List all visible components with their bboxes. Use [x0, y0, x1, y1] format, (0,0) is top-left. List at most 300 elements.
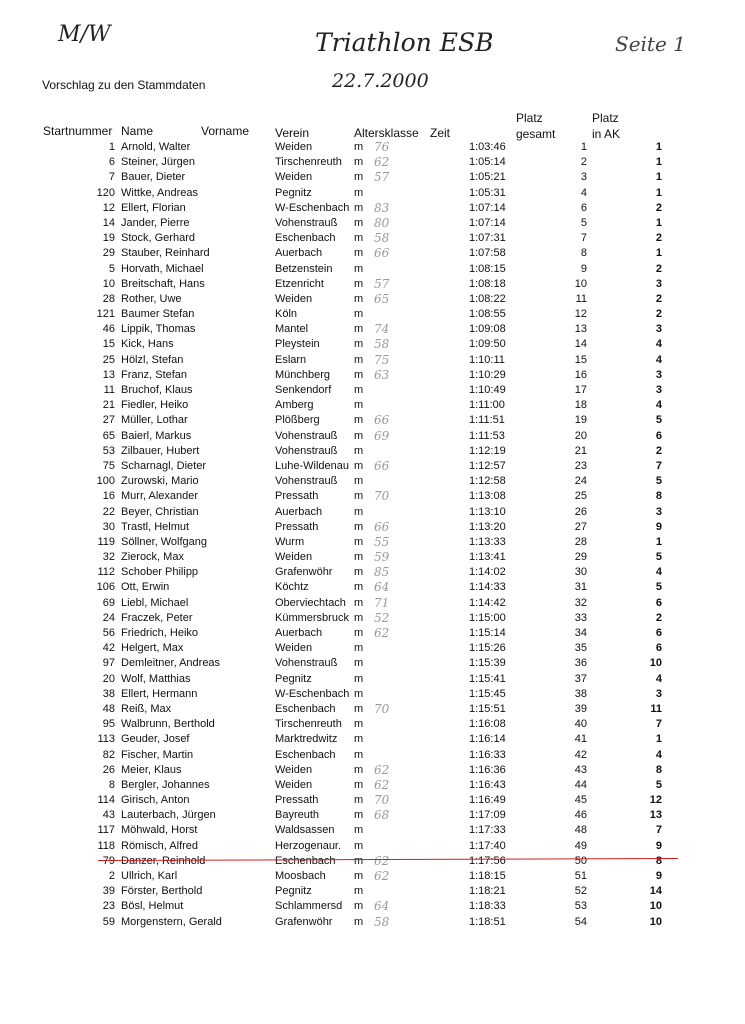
platz-ak-cell: 9 — [655, 839, 662, 852]
platz-ak-cell: 2 — [655, 201, 662, 214]
platz-gesamt-cell: 44 — [574, 778, 587, 791]
header-platz-ak: Platz in AK — [592, 111, 621, 141]
altersklasse-cell: m — [354, 520, 364, 533]
altersklasse-cell: m — [354, 216, 364, 229]
altersklasse-cell: m — [354, 429, 364, 442]
platz-gesamt-cell: 38 — [574, 687, 587, 700]
startnummer-cell: 8 — [108, 778, 115, 791]
header-name: Name — [121, 124, 154, 138]
platz-gesamt-cell: 19 — [574, 414, 587, 427]
altersklasse-cell: m — [354, 627, 364, 639]
platz-gesamt-cell: 8 — [580, 247, 587, 260]
altersklasse-cell: m — [354, 824, 364, 837]
startnummer-cell: 23 — [102, 900, 115, 913]
header-startnummer: Startnummer — [43, 124, 113, 138]
verein-cell: Pressath — [275, 520, 319, 533]
zeit-cell: 1:07:31 — [469, 232, 506, 245]
platz-ak-cell: 6 — [655, 642, 662, 655]
table-row — [0, 398, 745, 413]
platz-ak-cell: 5 — [655, 551, 662, 564]
name-cell: Söllner, Wolfgang — [121, 535, 208, 548]
document-subtitle: Vorschlag zu den Stammdaten — [42, 78, 206, 92]
zeit-cell: 1:13:10 — [469, 505, 506, 518]
handwritten-page-number: Seite 1 — [615, 32, 686, 56]
platz-ak-cell: 2 — [655, 444, 662, 457]
name-cell: Breitschaft, Hans — [121, 277, 205, 290]
zeit-cell: 1:08:18 — [469, 277, 506, 290]
altersklasse-cell: m — [354, 535, 364, 548]
platz-ak-cell: 1 — [655, 247, 662, 260]
table-row — [0, 839, 745, 854]
table-row — [0, 307, 745, 322]
table-row — [0, 459, 745, 474]
startnummer-cell: 1 — [108, 141, 115, 153]
verein-cell: Grafenwöhr — [275, 915, 333, 928]
zeit-cell: 1:07:14 — [469, 201, 506, 214]
table-row — [0, 763, 745, 778]
verein-cell: Schlammersd — [275, 900, 343, 913]
zeit-cell: 1:12:58 — [469, 475, 506, 488]
platz-ak-cell: 2 — [655, 308, 662, 321]
table-row — [0, 687, 745, 702]
platz-ak-cell: 4 — [655, 566, 662, 579]
zeit-cell: 1:11:51 — [469, 414, 505, 427]
platz-ak-cell: 3 — [655, 368, 662, 381]
startnummer-cell: 39 — [102, 885, 115, 898]
name-cell: Stauber, Reinhard — [121, 247, 210, 260]
startnummer-cell: 24 — [102, 611, 115, 624]
platz-ak-cell: 2 — [655, 232, 662, 245]
altersklasse-cell: m — [354, 277, 364, 290]
platz-ak-cell: 10 — [649, 900, 662, 913]
name-cell: Walbrunn, Berthold — [121, 718, 215, 731]
table-row — [0, 702, 745, 717]
name-cell: Beyer, Christian — [121, 505, 199, 518]
altersklasse-cell: m — [354, 368, 364, 381]
handwritten-age-note: 83 — [374, 200, 390, 215]
altersklasse-cell: m — [354, 870, 364, 882]
platz-ak-cell: 3 — [655, 384, 662, 396]
platz-gesamt-cell: 40 — [574, 718, 587, 731]
name-cell: Ellert, Hermann — [121, 687, 198, 700]
table-row — [0, 489, 745, 504]
platz-gesamt-cell: 12 — [574, 308, 587, 321]
altersklasse-cell: m — [354, 839, 364, 852]
zeit-cell: 1:08:22 — [469, 292, 506, 305]
handwritten-age-note: 52 — [374, 610, 390, 625]
handwritten-age-note: 57 — [374, 276, 390, 291]
zeit-cell: 1:07:14 — [469, 216, 506, 229]
name-cell: Ellert, Florian — [121, 201, 186, 214]
platz-ak-cell: 3 — [655, 277, 662, 290]
startnummer-cell: 7 — [108, 171, 115, 184]
table-row — [0, 337, 745, 352]
verein-cell: W-Eschenbach — [275, 201, 350, 214]
table-row — [0, 368, 745, 383]
startnummer-cell: 20 — [102, 672, 115, 685]
platz-gesamt-cell: 13 — [574, 323, 587, 336]
table-row — [0, 672, 745, 687]
startnummer-cell: 21 — [102, 399, 115, 412]
table-row — [0, 155, 745, 170]
platz-gesamt-cell: 30 — [574, 566, 587, 579]
startnummer-cell: 114 — [97, 794, 115, 807]
verein-cell: Eslarn — [275, 353, 307, 366]
altersklasse-cell: m — [354, 323, 364, 336]
startnummer-cell: 19 — [102, 232, 115, 245]
altersklasse-cell: m — [354, 308, 364, 321]
verein-cell: Moosbach — [275, 870, 326, 882]
altersklasse-cell: m — [354, 338, 364, 351]
startnummer-cell: 28 — [102, 292, 115, 305]
platz-ak-cell: 3 — [655, 323, 662, 336]
name-cell: Bruchof, Klaus — [121, 384, 193, 396]
startnummer-cell: 53 — [102, 444, 115, 457]
altersklasse-cell: m — [354, 186, 364, 199]
verein-cell: Auerbach — [275, 247, 323, 260]
platz-gesamt-cell: 41 — [574, 733, 587, 746]
handwritten-title: Triathlon ESB — [315, 28, 494, 57]
platz-ak-cell: 1 — [655, 171, 662, 184]
zeit-cell: 1:09:08 — [469, 323, 506, 336]
zeit-cell: 1:16:36 — [469, 763, 506, 776]
zeit-cell: 1:13:33 — [469, 535, 506, 548]
startnummer-cell: 2 — [108, 870, 115, 882]
platz-gesamt-cell: 49 — [574, 839, 587, 852]
handwritten-age-note: 55 — [374, 534, 390, 549]
verein-cell: Amberg — [275, 399, 314, 412]
table-row — [0, 140, 745, 155]
table-row — [0, 170, 745, 185]
handwritten-age-note: 58 — [374, 231, 390, 246]
platz-ak-cell: 8 — [655, 490, 662, 503]
header-altersklasse: Altersklasse — [354, 126, 419, 140]
handwritten-age-note: 62 — [374, 626, 390, 640]
handwritten-age-note: 66 — [374, 458, 390, 473]
startnummer-cell: 56 — [102, 627, 115, 639]
table-row — [0, 869, 745, 884]
zeit-cell: 1:13:08 — [469, 490, 506, 503]
verein-cell: Kümmersbruck — [275, 611, 349, 624]
name-cell: Stock, Gerhard — [121, 232, 195, 245]
startnummer-cell: 46 — [102, 323, 115, 336]
altersklasse-cell: m — [354, 353, 364, 366]
altersklasse-cell: m — [354, 885, 364, 898]
verein-cell: Köchtz — [275, 581, 309, 594]
zeit-cell: 1:08:55 — [469, 308, 506, 321]
startnummer-cell: 13 — [102, 368, 115, 381]
handwritten-age-note: 64 — [374, 899, 390, 914]
handwritten-age-note: 74 — [374, 322, 390, 337]
verein-cell: Oberviechtach — [275, 596, 346, 609]
name-cell: Trastl, Helmut — [121, 520, 190, 533]
startnummer-cell: 65 — [102, 429, 115, 442]
platz-ak-cell: 1 — [655, 141, 662, 153]
startnummer-cell: 97 — [102, 657, 115, 670]
startnummer-cell: 38 — [102, 687, 115, 700]
zeit-cell: 1:17:33 — [469, 824, 506, 837]
verein-cell: Wurm — [275, 535, 305, 548]
table-row — [0, 383, 745, 398]
handwritten-age-note: 71 — [374, 595, 390, 610]
table-row — [0, 277, 745, 292]
name-cell: Förster, Berthold — [121, 885, 203, 898]
platz-ak-cell: 2 — [655, 262, 662, 275]
zeit-cell: 1:08:15 — [469, 262, 506, 275]
zeit-cell: 1:15:00 — [469, 611, 506, 624]
handwritten-age-note: 57 — [374, 170, 390, 185]
platz-ak-cell: 6 — [655, 429, 662, 442]
table-row — [0, 717, 745, 732]
handwritten-age-note: 62 — [374, 777, 390, 792]
startnummer-cell: 22 — [102, 505, 115, 518]
zeit-cell: 1:14:02 — [469, 566, 506, 579]
verein-cell: Auerbach — [275, 505, 323, 518]
startnummer-cell: 120 — [96, 186, 115, 199]
platz-gesamt-cell: 15 — [574, 353, 587, 366]
altersklasse-cell: m — [354, 505, 364, 518]
startnummer-cell: 5 — [108, 262, 115, 275]
table-row — [0, 262, 745, 277]
zeit-cell: 1:15:39 — [469, 657, 506, 670]
name-cell: Schober Philipp — [121, 566, 199, 579]
startnummer-cell: 26 — [102, 763, 115, 776]
altersklasse-cell: m — [354, 156, 364, 169]
platz-ak-cell: 6 — [655, 596, 662, 609]
platz-ak-cell: 4 — [655, 748, 662, 761]
table-row — [0, 732, 745, 747]
zeit-cell: 1:13:20 — [469, 520, 506, 533]
verein-cell: Vohenstrauß — [275, 657, 338, 670]
zeit-cell: 1:17:40 — [469, 839, 506, 852]
name-cell: Römisch, Alfred — [121, 839, 199, 852]
altersklasse-cell: m — [354, 262, 364, 275]
platz-gesamt-cell: 11 — [575, 292, 587, 305]
altersklasse-cell: m — [354, 900, 364, 913]
platz-ak-cell: 2 — [655, 292, 662, 305]
table-row — [0, 429, 745, 444]
platz-gesamt-cell: 46 — [574, 809, 587, 822]
platz-gesamt-cell: 14 — [574, 338, 587, 351]
table-row — [0, 823, 745, 838]
startnummer-cell: 113 — [97, 733, 115, 746]
platz-ak-cell: 1 — [655, 216, 662, 229]
verein-cell: Pegnitz — [275, 672, 312, 685]
name-cell: Müller, Lothar — [121, 414, 188, 427]
handwritten-age-note: 64 — [374, 580, 390, 595]
platz-ak-cell: 2 — [655, 611, 662, 624]
altersklasse-cell: m — [354, 444, 364, 457]
name-cell: Friedrich, Heiko — [121, 627, 199, 639]
platz-gesamt-cell: 28 — [574, 535, 587, 548]
table-row — [0, 474, 745, 489]
platz-gesamt-cell: 52 — [574, 885, 587, 898]
name-cell: Lauterbach, Jürgen — [121, 809, 216, 822]
startnummer-cell: 121 — [96, 308, 115, 321]
verein-cell: Luhe-Wildenau — [275, 459, 349, 472]
handwritten-date: 22.7.2000 — [332, 70, 429, 92]
altersklasse-cell: m — [354, 475, 364, 488]
handwritten-age-note: 62 — [374, 762, 390, 777]
zeit-cell: 1:11:00 — [469, 399, 505, 412]
zeit-cell: 1:09:50 — [469, 338, 506, 351]
table-row — [0, 322, 745, 337]
verein-cell: Pleystein — [275, 338, 320, 351]
name-cell: Morgenstern, Gerald — [121, 915, 222, 928]
name-cell: Zierock, Max — [121, 551, 184, 564]
platz-ak-cell: 10 — [649, 915, 662, 928]
name-cell: Girisch, Anton — [121, 794, 190, 807]
zeit-cell: 1:16:08 — [469, 718, 506, 731]
startnummer-cell: 15 — [102, 338, 115, 351]
verein-cell: Weiden — [275, 763, 313, 776]
startnummer-cell: 43 — [102, 809, 115, 822]
name-cell: Zilbauer, Hubert — [121, 444, 200, 457]
altersklasse-cell: m — [354, 414, 364, 427]
startnummer-cell: 106 — [96, 581, 115, 594]
verein-cell: Auerbach — [275, 627, 323, 639]
table-row — [0, 854, 745, 869]
zeit-cell: 1:16:33 — [469, 748, 506, 761]
name-cell: Hölzl, Stefan — [121, 353, 184, 366]
table-row — [0, 793, 745, 808]
handwritten-age-note: 75 — [374, 352, 390, 367]
name-cell: Murr, Alexander — [121, 490, 199, 503]
altersklasse-cell: m — [354, 247, 364, 260]
name-cell: Demleitner, Andreas — [121, 657, 221, 670]
platz-gesamt-cell: 43 — [574, 763, 587, 776]
startnummer-cell: 48 — [102, 702, 115, 715]
verein-cell: Vohenstrauß — [275, 475, 338, 488]
platz-ak-cell: 7 — [655, 824, 662, 837]
handwritten-age-note: 63 — [374, 367, 390, 382]
altersklasse-cell: m — [354, 384, 364, 396]
platz-ak-cell: 4 — [655, 338, 662, 351]
platz-ak-cell: 12 — [649, 794, 662, 807]
platz-ak-cell: 1 — [655, 535, 662, 548]
startnummer-cell: 10 — [102, 277, 115, 290]
startnummer-cell: 30 — [102, 520, 115, 533]
name-cell: Bösl, Helmut — [121, 900, 184, 913]
altersklasse-cell: m — [354, 490, 364, 503]
altersklasse-cell: m — [354, 915, 364, 928]
altersklasse-cell: m — [354, 566, 364, 579]
platz-gesamt-cell: 48 — [574, 824, 587, 837]
verein-cell: Marktredwitz — [275, 733, 338, 746]
platz-gesamt-cell: 18 — [574, 399, 587, 412]
name-cell: Ott, Erwin — [121, 581, 170, 594]
table-row — [0, 884, 745, 899]
table-row — [0, 626, 745, 641]
verein-cell: Eschenbach — [275, 702, 336, 715]
zeit-cell: 1:16:14 — [469, 733, 506, 746]
altersklasse-cell: m — [354, 551, 364, 564]
table-row — [0, 246, 745, 261]
platz-gesamt-cell: 39 — [574, 702, 587, 715]
startnummer-cell: 119 — [97, 535, 115, 548]
table-row — [0, 611, 745, 626]
platz-ak-cell: 4 — [655, 672, 662, 685]
zeit-cell: 1:15:14 — [469, 627, 506, 639]
platz-gesamt-cell: 31 — [574, 581, 587, 594]
platz-ak-cell: 11 — [650, 702, 662, 715]
header-vorname: Vorname — [201, 124, 250, 138]
platz-gesamt-cell: 45 — [574, 794, 587, 807]
platz-ak-cell: 1 — [655, 156, 662, 169]
handwritten-age-note: 80 — [374, 215, 390, 230]
platz-ak-cell: 8 — [655, 854, 662, 867]
table-row — [0, 444, 745, 459]
verein-cell: Mantel — [275, 323, 309, 336]
platz-ak-cell: 7 — [655, 718, 662, 731]
startnummer-cell: 12 — [102, 201, 115, 214]
name-cell: Bergler, Johannes — [121, 778, 210, 791]
altersklasse-cell: m — [354, 201, 364, 214]
name-cell: Baierl, Markus — [121, 429, 192, 442]
altersklasse-cell: m — [354, 611, 364, 624]
altersklasse-cell: m — [354, 809, 364, 822]
verein-cell: Plößberg — [275, 414, 320, 427]
verein-cell: Betzenstein — [275, 262, 333, 275]
platz-gesamt-cell: 17 — [574, 384, 587, 396]
verein-cell: Pressath — [275, 794, 319, 807]
platz-gesamt-cell: 21 — [574, 444, 587, 457]
zeit-cell: 1:17:09 — [469, 809, 506, 822]
verein-cell: Eschenbach — [275, 748, 336, 761]
platz-gesamt-cell: 6 — [580, 201, 587, 214]
zeit-cell: 1:07:58 — [469, 247, 506, 260]
zeit-cell: 1:15:41 — [469, 672, 506, 685]
zeit-cell: 1:18:15 — [469, 870, 506, 882]
platz-ak-cell: 6 — [655, 627, 662, 639]
platz-ak-cell: 4 — [655, 399, 662, 412]
name-cell: Helgert, Max — [121, 642, 184, 655]
zeit-cell: 1:16:43 — [469, 778, 506, 791]
zeit-cell: 1:14:33 — [469, 581, 506, 594]
startnummer-cell: 11 — [103, 384, 115, 396]
platz-gesamt-cell: 4 — [580, 186, 587, 199]
platz-gesamt-cell: 2 — [580, 156, 587, 169]
altersklasse-cell: m — [354, 733, 364, 746]
startnummer-cell: 75 — [102, 459, 115, 472]
zeit-cell: 1:15:51 — [469, 702, 506, 715]
altersklasse-cell: m — [354, 292, 364, 305]
verein-cell: Tirschenreuth — [275, 156, 342, 169]
verein-cell: Eschenbach — [275, 854, 336, 867]
handwritten-age-note: 66 — [374, 413, 390, 428]
name-cell: Rother, Uwe — [121, 292, 182, 305]
altersklasse-cell: m — [354, 794, 364, 807]
zeit-cell: 1:10:11 — [469, 353, 505, 366]
platz-ak-cell: 4 — [655, 353, 662, 366]
platz-ak-cell: 9 — [655, 870, 662, 882]
name-cell: Zurowski, Mario — [121, 475, 199, 488]
handwritten-age-note: 68 — [374, 808, 390, 823]
startnummer-cell: 42 — [102, 642, 115, 655]
name-cell: Franz, Stefan — [121, 368, 188, 381]
zeit-cell: 1:18:33 — [469, 900, 506, 913]
handwritten-age-note: 59 — [374, 550, 390, 565]
handwritten-age-note: 58 — [374, 914, 390, 929]
zeit-cell: 1:11:53 — [469, 429, 505, 442]
table-row — [0, 778, 745, 793]
verein-cell: Grafenwöhr — [275, 566, 333, 579]
zeit-cell: 1:18:21 — [469, 885, 506, 898]
name-cell: Ullrich, Karl — [121, 870, 178, 882]
platz-ak-cell: 1 — [655, 733, 662, 746]
altersklasse-cell: m — [354, 778, 364, 791]
platz-ak-cell: 3 — [655, 687, 662, 700]
